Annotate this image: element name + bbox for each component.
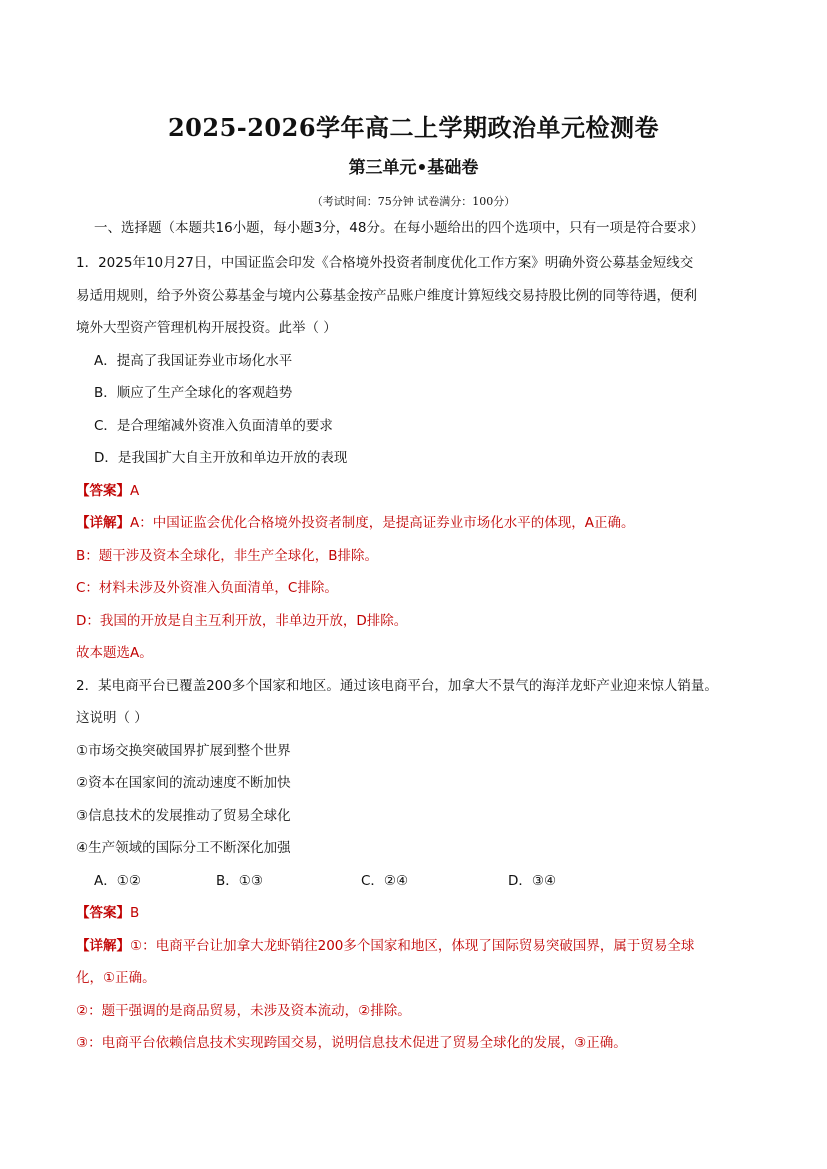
q1-detail-line — [76, 513, 766, 546]
q1-detail-line: D：我国的开放是自主互利开放，非单边开放，D排除。 — [76, 612, 408, 629]
q2-detail-line: ③：电商平台依赖信息技术实现跨国交易，说明信息技术促进了贸易全球化的发展，③正确。 — [76, 1035, 627, 1051]
answer-value: B — [130, 905, 140, 921]
q2-option-a: A．①② — [94, 872, 141, 889]
exam-title: 2025-2026学年高二上学期政治单元检测卷 — [167, 113, 660, 142]
answer-label: 【答案】 — [76, 905, 130, 921]
question-body — [76, 253, 766, 1066]
q1-conclusion: 故本题选A。 — [76, 645, 153, 661]
q2-statement: ④生产领域的国际分工不断深化加强 — [76, 840, 291, 856]
q2-option-c: C．②④ — [361, 872, 409, 889]
answer-value: A — [130, 482, 140, 499]
q1-stem-line: 易适用规则，给予外资公募基金与境内公募基金按产品账户维度计算短线交易持股比例的同等待遇，便利 — [76, 287, 697, 304]
detail-text: A：中国证监会优化合格境外投资者制度，是提高证券业市场化水平的体现，A正确。 — [130, 515, 635, 531]
q1-stem-line: 1．2025年10月27日，中国证监会印发《合格境外投资者制度优化工作方案》明确外资公募基金短线交 — [76, 255, 694, 271]
q1-option-a: A．提高了我国证券业市场化水平 — [94, 352, 293, 369]
detail-text: ①：电商平台让加拿大龙虾销往200多个国家和地区，体现了国际贸易突破国界，属于贸易全球 — [130, 937, 695, 954]
q2-detail-line: 化，①正确。 — [76, 970, 156, 986]
exam-subtitle: 第三单元•基础卷 — [348, 158, 479, 178]
q1-stem-line: 境外大型资产管理机构开展投资。此举（ ） — [76, 320, 337, 336]
detail-label: 【详解】 — [76, 937, 130, 954]
q2-statement: ②资本在国家间的流动速度不断加快 — [76, 775, 291, 791]
q2-stem-line: 这说明（ ） — [76, 710, 148, 726]
exam-info: （考试时间：75分钟 试卷满分：100分） — [311, 195, 516, 208]
q2-answer — [76, 903, 766, 936]
q2-statement: ①市场交换突破国界扩展到整个世界 — [76, 742, 291, 759]
q2-option-b: B．①③ — [216, 872, 263, 889]
q2-options-row — [76, 871, 766, 904]
q1-detail-line: B：题干涉及资本全球化，非生产全球化，B排除。 — [76, 547, 379, 564]
section-heading: 一、选择题（本题共16小题，每小题3分，48分。在每小题给出的四个选项中，只有一项是符合要求） — [94, 220, 704, 236]
q2-detail-line: ②：题干强调的是商品贸易，未涉及资本流动，②排除。 — [76, 1002, 411, 1019]
q1-option-b: B．顺应了生产全球化的客观趋势 — [94, 385, 293, 401]
q2-statement: ③信息技术的发展推动了贸易全球化 — [76, 807, 291, 824]
q1-detail-line: C：材料未涉及外资准入负面清单，C排除。 — [76, 580, 338, 596]
q2-detail-line — [76, 936, 766, 969]
detail-label: 【详解】 — [76, 515, 130, 531]
q2-stem-line: 2．某电商平台已覆盖200多个国家和地区。通过该电商平台，加拿大不景气的海洋龙虾产业迎来惊人销量。 — [76, 677, 718, 694]
q1-option-c: C．是合理缩减外资准入负面清单的要求 — [94, 417, 333, 434]
answer-label: 【答案】 — [76, 482, 130, 499]
q2-option-d: D．③④ — [508, 872, 557, 889]
q1-answer — [76, 481, 766, 514]
q1-option-d: D．是我国扩大自主开放和单边开放的表现 — [94, 450, 348, 466]
